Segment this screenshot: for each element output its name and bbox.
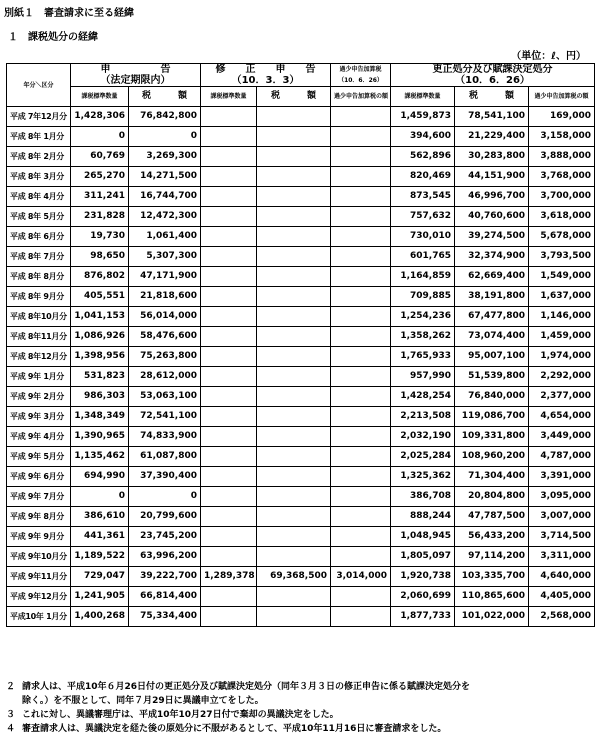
correction-quantity-cell: 1,048,945 <box>391 527 455 547</box>
declared-quantity-cell: 1,041,153 <box>71 307 129 327</box>
amended-quantity-cell <box>201 227 257 247</box>
amended-quantity-cell <box>201 607 257 627</box>
correction-quantity-cell: 394,600 <box>391 127 455 147</box>
correction-penalty-cell: 3,618,000 <box>529 207 595 227</box>
subheader-correction-penalty: 過少申告加算税の額 <box>529 87 595 107</box>
note-number: ２ <box>6 682 16 692</box>
table-row <box>7 427 595 447</box>
amended-tax-cell <box>257 387 331 407</box>
correction-penalty-cell: 3,793,500 <box>529 247 595 267</box>
penalty-decision-cell <box>331 107 391 127</box>
table-row <box>7 367 595 387</box>
subheader-correction-quantity: 課税標準数量 <box>391 87 455 107</box>
amended-tax-cell <box>257 507 331 527</box>
correction-tax-cell: 30,283,800 <box>455 147 529 167</box>
declared-quantity-cell: 311,241 <box>71 187 129 207</box>
declared-quantity-cell: 386,610 <box>71 507 129 527</box>
correction-quantity-cell: 1,805,097 <box>391 547 455 567</box>
correction-tax-cell: 103,335,700 <box>455 567 529 587</box>
amended-quantity-cell <box>201 327 257 347</box>
correction-tax-cell: 97,114,200 <box>455 547 529 567</box>
table-row <box>7 167 595 187</box>
table-row <box>7 307 595 327</box>
section-title: １ 課税処分の経緯 <box>8 32 98 43</box>
period-cell: 平成 9年 1月分 <box>7 367 71 387</box>
correction-tax-cell: 101,022,000 <box>455 607 529 627</box>
table-row <box>7 447 595 467</box>
amended-tax-cell <box>257 247 331 267</box>
penalty-decision-cell <box>331 547 391 567</box>
amended-quantity-cell <box>201 427 257 447</box>
amended-tax-cell <box>257 327 331 347</box>
amended-quantity-cell <box>201 507 257 527</box>
amended-tax-cell <box>257 207 331 227</box>
amended-tax-cell <box>257 127 331 147</box>
declared-tax-cell: 1,061,400 <box>129 227 201 247</box>
declared-quantity-cell: 60,769 <box>71 147 129 167</box>
declared-quantity-cell: 0 <box>71 487 129 507</box>
amended-tax-cell <box>257 547 331 567</box>
declared-tax-cell: 0 <box>129 127 201 147</box>
correction-tax-cell: 39,274,500 <box>455 227 529 247</box>
penalty-decision-cell <box>331 467 391 487</box>
table-row <box>7 187 595 207</box>
correction-penalty-cell: 1,974,000 <box>529 347 595 367</box>
correction-tax-cell: 76,840,000 <box>455 387 529 407</box>
correction-quantity-cell: 562,896 <box>391 147 455 167</box>
amended-tax-cell <box>257 267 331 287</box>
correction-penalty-cell: 4,405,000 <box>529 587 595 607</box>
correction-tax-cell: 51,539,800 <box>455 367 529 387</box>
period-cell: 平成 8年10月分 <box>7 307 71 327</box>
correction-quantity-cell: 1,459,873 <box>391 107 455 127</box>
correction-tax-cell: 119,086,700 <box>455 407 529 427</box>
declared-quantity-cell: 19,730 <box>71 227 129 247</box>
correction-penalty-cell: 1,637,000 <box>529 287 595 307</box>
penalty-decision-cell <box>331 267 391 287</box>
correction-penalty-cell: 3,391,000 <box>529 467 595 487</box>
penalty-decision-cell <box>331 347 391 367</box>
correction-tax-cell: 108,960,200 <box>455 447 529 467</box>
declared-tax-cell: 16,744,700 <box>129 187 201 207</box>
correction-penalty-cell: 169,000 <box>529 107 595 127</box>
amended-tax-cell <box>257 527 331 547</box>
header-penalty-decision: 過少申告加算税 （10．6．26） <box>331 64 391 87</box>
correction-penalty-cell: 4,654,000 <box>529 407 595 427</box>
amended-quantity-cell <box>201 367 257 387</box>
note-text: これに対し、異議審理庁は、平成10年10月27日付で棄却の異議決定をした。 <box>22 710 339 720</box>
correction-penalty-cell: 1,549,000 <box>529 267 595 287</box>
note-item <box>6 680 596 694</box>
penalty-decision-cell <box>331 587 391 607</box>
declared-quantity-cell: 1,390,965 <box>71 427 129 447</box>
penalty-decision-cell <box>331 507 391 527</box>
declared-quantity-cell: 876,802 <box>71 267 129 287</box>
table-row <box>7 347 595 367</box>
penalty-decision-cell <box>331 207 391 227</box>
period-cell: 平成 8年 1月分 <box>7 127 71 147</box>
correction-tax-cell: 40,760,600 <box>455 207 529 227</box>
table-row <box>7 547 595 567</box>
table-row <box>7 287 595 307</box>
declared-quantity-cell: 0 <box>71 127 129 147</box>
correction-quantity-cell: 601,765 <box>391 247 455 267</box>
table-row <box>7 487 595 507</box>
period-cell: 平成 9年10月分 <box>7 547 71 567</box>
period-cell: 平成 8年 9月分 <box>7 287 71 307</box>
correction-quantity-cell: 1,254,236 <box>391 307 455 327</box>
table-row <box>7 407 595 427</box>
declared-tax-cell: 76,842,800 <box>129 107 201 127</box>
penalty-decision-cell: 3,014,000 <box>331 567 391 587</box>
period-cell: 平成 9年12月分 <box>7 587 71 607</box>
table-row <box>7 527 595 547</box>
penalty-decision-cell <box>331 187 391 207</box>
correction-penalty-cell: 3,714,500 <box>529 527 595 547</box>
amended-tax-cell <box>257 447 331 467</box>
amended-quantity-cell <box>201 527 257 547</box>
correction-penalty-cell: 4,787,000 <box>529 447 595 467</box>
document-title: 別紙１ 審査請求に至る経緯 <box>4 8 134 19</box>
note-text: 審査請求人は、異議決定を経た後の原処分に不服があるとして、平成10年11月16日に審査請求をした。 <box>22 724 447 734</box>
amended-tax-cell <box>257 167 331 187</box>
declared-tax-cell: 5,307,300 <box>129 247 201 267</box>
correction-quantity-cell: 386,708 <box>391 487 455 507</box>
note-number: ３ <box>6 710 16 720</box>
amended-tax-cell <box>257 287 331 307</box>
correction-penalty-cell: 3,311,000 <box>529 547 595 567</box>
correction-tax-cell: 56,433,200 <box>455 527 529 547</box>
correction-quantity-cell: 888,244 <box>391 507 455 527</box>
amended-tax-cell <box>257 347 331 367</box>
correction-penalty-cell: 3,768,000 <box>529 167 595 187</box>
correction-tax-cell: 62,669,400 <box>455 267 529 287</box>
correction-quantity-cell: 1,358,262 <box>391 327 455 347</box>
penalty-decision-cell <box>331 407 391 427</box>
correction-tax-cell: 73,074,400 <box>455 327 529 347</box>
correction-tax-cell: 78,541,100 <box>455 107 529 127</box>
period-cell: 平成10年 1月分 <box>7 607 71 627</box>
correction-quantity-cell: 2,060,699 <box>391 587 455 607</box>
declared-tax-cell: 75,334,400 <box>129 607 201 627</box>
table-row <box>7 107 595 127</box>
declared-tax-cell: 63,996,200 <box>129 547 201 567</box>
declared-tax-cell: 28,612,000 <box>129 367 201 387</box>
declared-tax-cell: 39,222,700 <box>129 567 201 587</box>
correction-penalty-cell: 3,158,000 <box>529 127 595 147</box>
amended-quantity-cell <box>201 107 257 127</box>
amended-quantity-cell <box>201 347 257 367</box>
correction-quantity-cell: 1,877,733 <box>391 607 455 627</box>
note-text: 請求人は、平成10年６月26日付の更正処分及び賦課決定処分（同年３月３日の修正申告に係る賦課決定処分を <box>22 682 471 692</box>
penalty-decision-cell <box>331 387 391 407</box>
correction-quantity-cell: 2,213,508 <box>391 407 455 427</box>
subheader-amended-tax: 税 額 <box>257 87 331 107</box>
subheader-correction-tax: 税 額 <box>455 87 529 107</box>
header-amended-return: 修 正 申 告 （10．3．3） <box>201 64 331 87</box>
period-cell: 平成 9年 3月分 <box>7 407 71 427</box>
amended-tax-cell <box>257 107 331 127</box>
amended-quantity-cell <box>201 147 257 167</box>
declared-quantity-cell: 441,361 <box>71 527 129 547</box>
table-row <box>7 587 595 607</box>
declared-tax-cell: 56,014,000 <box>129 307 201 327</box>
correction-quantity-cell: 1,765,933 <box>391 347 455 367</box>
table-row <box>7 387 595 407</box>
correction-tax-cell: 32,374,900 <box>455 247 529 267</box>
amended-quantity-cell <box>201 187 257 207</box>
table-row <box>7 467 595 487</box>
declared-tax-cell: 72,541,100 <box>129 407 201 427</box>
amended-quantity-cell <box>201 207 257 227</box>
declared-tax-cell: 0 <box>129 487 201 507</box>
penalty-decision-cell <box>331 327 391 347</box>
table-body <box>7 107 595 627</box>
declared-tax-cell: 14,271,500 <box>129 167 201 187</box>
amended-tax-cell <box>257 587 331 607</box>
correction-quantity-cell: 1,428,254 <box>391 387 455 407</box>
amended-tax-cell <box>257 227 331 247</box>
amended-quantity-cell <box>201 307 257 327</box>
correction-tax-cell: 71,304,400 <box>455 467 529 487</box>
correction-penalty-cell: 2,377,000 <box>529 387 595 407</box>
declared-tax-cell: 37,390,400 <box>129 467 201 487</box>
correction-quantity-cell: 1,325,362 <box>391 467 455 487</box>
penalty-decision-cell <box>331 127 391 147</box>
amended-quantity-cell <box>201 587 257 607</box>
correction-penalty-cell: 1,146,000 <box>529 307 595 327</box>
amended-tax-cell <box>257 427 331 447</box>
declared-tax-cell: 66,814,400 <box>129 587 201 607</box>
declared-quantity-cell: 231,828 <box>71 207 129 227</box>
header-period: 年分＼区分 <box>7 64 71 107</box>
declared-quantity-cell: 1,398,956 <box>71 347 129 367</box>
penalty-decision-cell <box>331 427 391 447</box>
period-cell: 平成 8年 8月分 <box>7 267 71 287</box>
amended-quantity-cell <box>201 547 257 567</box>
unit-label: （単位：ℓ、円） <box>511 51 586 62</box>
note-continuation: 除く。）を不服として、同年７月29日に異議申立てをした。 <box>22 696 264 706</box>
amended-quantity-cell <box>201 407 257 427</box>
period-cell: 平成 8年11月分 <box>7 327 71 347</box>
declared-tax-cell: 21,818,600 <box>129 287 201 307</box>
period-cell: 平成 9年 2月分 <box>7 387 71 407</box>
amended-tax-cell <box>257 487 331 507</box>
penalty-decision-cell <box>331 247 391 267</box>
amended-quantity-cell <box>201 127 257 147</box>
period-cell: 平成 9年 6月分 <box>7 467 71 487</box>
correction-tax-cell: 95,007,100 <box>455 347 529 367</box>
correction-quantity-cell: 757,632 <box>391 207 455 227</box>
subheader-amended-quantity: 課税標準数量 <box>201 87 257 107</box>
note-item <box>6 708 596 722</box>
declared-quantity-cell: 729,047 <box>71 567 129 587</box>
amended-quantity-cell <box>201 267 257 287</box>
declared-quantity-cell: 531,823 <box>71 367 129 387</box>
declared-tax-cell: 20,799,600 <box>129 507 201 527</box>
correction-quantity-cell: 1,164,859 <box>391 267 455 287</box>
correction-tax-cell: 47,787,500 <box>455 507 529 527</box>
declared-tax-cell: 75,263,800 <box>129 347 201 367</box>
period-cell: 平成 8年 3月分 <box>7 167 71 187</box>
correction-quantity-cell: 1,920,738 <box>391 567 455 587</box>
correction-tax-cell: 67,477,800 <box>455 307 529 327</box>
declared-tax-cell: 58,476,600 <box>129 327 201 347</box>
header-declaration: 申 告 （法定期限内） <box>71 64 201 87</box>
declared-quantity-cell: 1,086,926 <box>71 327 129 347</box>
declared-tax-cell: 23,745,200 <box>129 527 201 547</box>
penalty-decision-cell <box>331 607 391 627</box>
penalty-decision-cell <box>331 167 391 187</box>
period-cell: 平成 9年 9月分 <box>7 527 71 547</box>
penalty-decision-cell <box>331 147 391 167</box>
declared-quantity-cell: 265,270 <box>71 167 129 187</box>
amended-quantity-cell: 1,289,378 <box>201 567 257 587</box>
correction-penalty-cell: 4,640,000 <box>529 567 595 587</box>
tax-disposition-table <box>6 63 595 627</box>
declared-tax-cell: 3,269,300 <box>129 147 201 167</box>
declared-tax-cell: 61,087,800 <box>129 447 201 467</box>
declared-tax-cell: 47,171,900 <box>129 267 201 287</box>
correction-quantity-cell: 873,545 <box>391 187 455 207</box>
period-cell: 平成 9年 4月分 <box>7 427 71 447</box>
period-cell: 平成 8年 2月分 <box>7 147 71 167</box>
amended-quantity-cell <box>201 447 257 467</box>
correction-quantity-cell: 709,885 <box>391 287 455 307</box>
correction-penalty-cell: 5,678,000 <box>529 227 595 247</box>
correction-penalty-cell: 2,292,000 <box>529 367 595 387</box>
declared-quantity-cell: 405,551 <box>71 287 129 307</box>
correction-quantity-cell: 2,025,284 <box>391 447 455 467</box>
correction-tax-cell: 109,331,800 <box>455 427 529 447</box>
declared-quantity-cell: 1,135,462 <box>71 447 129 467</box>
declared-quantity-cell: 1,400,268 <box>71 607 129 627</box>
note-number: ４ <box>6 724 16 734</box>
declared-quantity-cell: 694,990 <box>71 467 129 487</box>
amended-quantity-cell <box>201 167 257 187</box>
notes <box>6 680 596 736</box>
amended-tax-cell <box>257 187 331 207</box>
amended-tax-cell <box>257 467 331 487</box>
penalty-decision-cell <box>331 447 391 467</box>
correction-penalty-cell: 3,449,000 <box>529 427 595 447</box>
correction-tax-cell: 20,804,800 <box>455 487 529 507</box>
correction-penalty-cell: 1,459,000 <box>529 327 595 347</box>
amended-quantity-cell <box>201 287 257 307</box>
declared-quantity-cell: 1,241,905 <box>71 587 129 607</box>
amended-quantity-cell <box>201 387 257 407</box>
period-cell: 平成 8年 7月分 <box>7 247 71 267</box>
amended-tax-cell <box>257 407 331 427</box>
table-row <box>7 327 595 347</box>
correction-penalty-cell: 3,700,000 <box>529 187 595 207</box>
declared-quantity-cell: 1,428,306 <box>71 107 129 127</box>
correction-quantity-cell: 820,469 <box>391 167 455 187</box>
note-item <box>6 722 596 736</box>
amended-tax-cell <box>257 607 331 627</box>
amended-quantity-cell <box>201 487 257 507</box>
declared-tax-cell: 12,472,300 <box>129 207 201 227</box>
table-row <box>7 247 595 267</box>
declared-quantity-cell: 1,189,522 <box>71 547 129 567</box>
penalty-decision-cell <box>331 287 391 307</box>
amended-tax-cell <box>257 147 331 167</box>
subheader-quantity: 課税標準数量 <box>71 87 129 107</box>
declared-quantity-cell: 1,348,349 <box>71 407 129 427</box>
period-cell: 平成 8年 6月分 <box>7 227 71 247</box>
table-row <box>7 267 595 287</box>
correction-tax-cell: 46,996,700 <box>455 187 529 207</box>
table-row <box>7 207 595 227</box>
correction-tax-cell: 44,151,900 <box>455 167 529 187</box>
period-cell: 平成 8年12月分 <box>7 347 71 367</box>
amended-quantity-cell <box>201 467 257 487</box>
period-cell: 平成 9年 7月分 <box>7 487 71 507</box>
table-row <box>7 127 595 147</box>
declared-tax-cell: 53,063,100 <box>129 387 201 407</box>
amended-tax-cell: 69,368,500 <box>257 567 331 587</box>
declared-quantity-cell: 98,650 <box>71 247 129 267</box>
declared-tax-cell: 74,833,900 <box>129 427 201 447</box>
correction-penalty-cell: 3,888,000 <box>529 147 595 167</box>
period-cell: 平成 9年 8月分 <box>7 507 71 527</box>
correction-quantity-cell: 957,990 <box>391 367 455 387</box>
correction-quantity-cell: 730,010 <box>391 227 455 247</box>
correction-tax-cell: 21,229,400 <box>455 127 529 147</box>
table-row <box>7 567 595 587</box>
penalty-decision-cell <box>331 367 391 387</box>
correction-penalty-cell: 3,007,000 <box>529 507 595 527</box>
correction-tax-cell: 38,191,800 <box>455 287 529 307</box>
period-cell: 平成 8年 4月分 <box>7 187 71 207</box>
correction-quantity-cell: 2,032,190 <box>391 427 455 447</box>
table-row <box>7 147 595 167</box>
subheader-tax: 税 額 <box>129 87 201 107</box>
period-cell: 平成 7年12月分 <box>7 107 71 127</box>
table-row <box>7 227 595 247</box>
subheader-penalty: 過少申告加算税の額 <box>331 87 391 107</box>
penalty-decision-cell <box>331 227 391 247</box>
correction-tax-cell: 110,865,600 <box>455 587 529 607</box>
amended-tax-cell <box>257 307 331 327</box>
period-cell: 平成 9年 5月分 <box>7 447 71 467</box>
period-cell: 平成 8年 5月分 <box>7 207 71 227</box>
table-row <box>7 507 595 527</box>
penalty-decision-cell <box>331 487 391 507</box>
table-row <box>7 607 595 627</box>
correction-penalty-cell: 3,095,000 <box>529 487 595 507</box>
header-correction: 更正処分及び賦課決定処分 （10．6．26） <box>391 64 595 87</box>
correction-penalty-cell: 2,568,000 <box>529 607 595 627</box>
amended-quantity-cell <box>201 247 257 267</box>
period-cell: 平成 9年11月分 <box>7 567 71 587</box>
amended-tax-cell <box>257 367 331 387</box>
penalty-decision-cell <box>331 527 391 547</box>
penalty-decision-cell <box>331 307 391 327</box>
declared-quantity-cell: 986,303 <box>71 387 129 407</box>
